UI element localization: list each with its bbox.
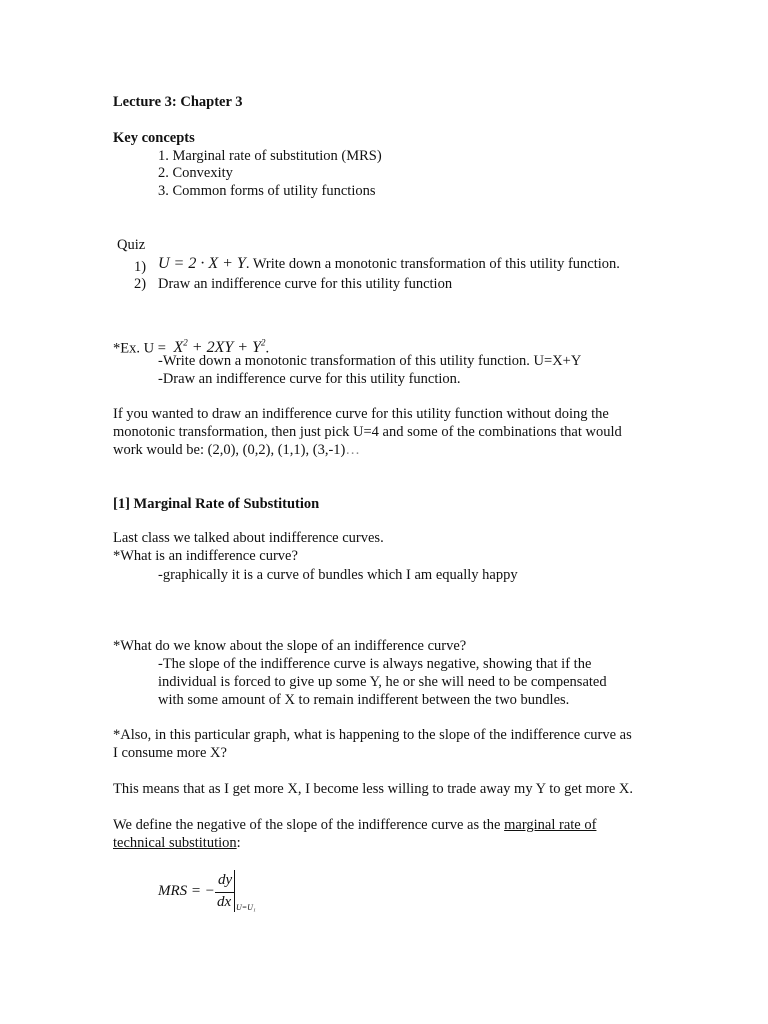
mrs-numerator: dy xyxy=(218,872,233,888)
q1-text: . Write down a monotonic transformation of this utility function. xyxy=(245,256,620,272)
question-line: *Also, in this particular graph, what is happening to the slope of the indifference curve as xyxy=(113,727,632,743)
question-line: I consume more X? xyxy=(113,745,227,761)
definition-line xyxy=(113,816,596,834)
definition-colon: : xyxy=(236,835,241,851)
example-step: -Draw an indifference curve for this utility function. xyxy=(158,371,461,387)
paragraph-line: Last class we talked about indifference curves. xyxy=(113,530,384,546)
quiz-q1-number: 1) xyxy=(134,259,147,275)
example-step: -Write down a monotonic transformation of this utility function. U=X+Y xyxy=(158,353,582,369)
paragraph-line: This means that as I get more X, I become less willing to trade away my Y to get more X. xyxy=(113,781,633,797)
question-line: *What is an indifference curve? xyxy=(113,548,298,564)
definition-text: We define the negative of the slope of the indifference curve as the xyxy=(113,817,505,833)
paragraph-line xyxy=(113,441,360,459)
mrs-denominator: dx xyxy=(217,894,232,910)
quiz-title: Quiz xyxy=(117,237,146,253)
mrs-lhs: MRS = − xyxy=(158,883,215,899)
key-concept-item: 2. Convexity xyxy=(158,165,233,181)
mrs-subscript: U=U₁ xyxy=(236,903,256,912)
combinations-text: work would be: (2,0), (0,2), (1,1), (3,-1) xyxy=(113,442,346,458)
example-prefix: *Ex. U = xyxy=(113,340,166,357)
example-suffix: . xyxy=(265,340,270,357)
paragraph-line: monotonic transformation, then just pick U=4 and some of the combinations that would xyxy=(113,424,622,440)
quiz-q2: Draw an indifference curve for this utility function xyxy=(158,276,453,292)
key-concept-item: 3. Common forms of utility functions xyxy=(158,183,376,199)
mrs-term-link: technical substitution xyxy=(113,835,237,851)
formula-exp-y: 2 xyxy=(260,338,266,348)
formula-rest: + 2XY + Y xyxy=(187,339,261,357)
lecture-heading: Lecture 3: Chapter 3 xyxy=(113,94,243,110)
mrs-term-link: marginal rate of xyxy=(504,817,597,833)
answer-line: -The slope of the indifference curve is always negative, showing that if the xyxy=(158,656,592,672)
ellipsis: … xyxy=(345,442,360,458)
answer-line: with some amount of X to remain indifferent between the two bundles. xyxy=(158,692,570,708)
section-title: [1] Marginal Rate of Substitution xyxy=(113,496,320,512)
quiz-q1 xyxy=(158,255,620,273)
paragraph-line: If you wanted to draw an indifference curve for this utility function without doing the xyxy=(113,406,609,422)
answer-line: -graphically it is a curve of bundles which I am equally happy xyxy=(158,567,518,583)
definition-line xyxy=(113,834,241,852)
answer-line: individual is forced to give up some Y, he or she will need to be compensated xyxy=(158,674,607,690)
evaluation-bar xyxy=(234,870,235,912)
quiz-q2-number: 2) xyxy=(134,276,147,292)
key-concepts-title: Key concepts xyxy=(113,130,195,146)
q1-formula: U = 2 · X + Y xyxy=(158,255,246,272)
formula-exp-x: 2 xyxy=(183,338,188,348)
formula-x: X xyxy=(173,339,184,357)
question-line: *What do we know about the slope of an indifference curve? xyxy=(113,638,467,654)
key-concept-item: 1. Marginal rate of substitution (MRS) xyxy=(158,148,382,164)
